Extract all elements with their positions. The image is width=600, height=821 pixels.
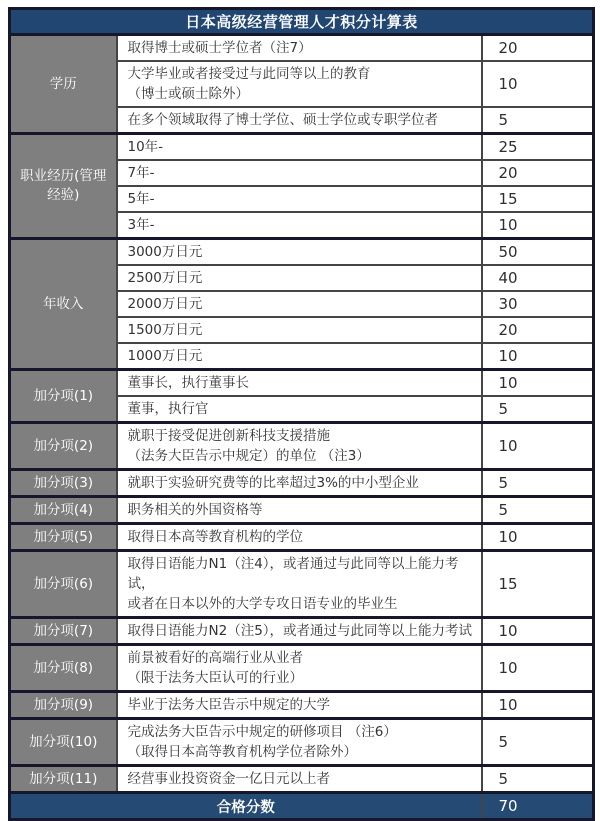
table-row xyxy=(10,645,594,692)
table-row xyxy=(10,551,594,618)
points-cell: 50 xyxy=(482,239,594,266)
table-row xyxy=(10,370,594,397)
criteria-cell xyxy=(117,497,482,524)
criteria-line: 5年- xyxy=(127,191,155,207)
category-cell: 学历 xyxy=(10,35,117,134)
points-cell: 20 xyxy=(482,160,594,186)
criteria-cell xyxy=(117,396,482,423)
points-cell: 10 xyxy=(482,618,594,645)
points-cell: 5 xyxy=(482,497,594,524)
criteria-cell xyxy=(117,343,482,370)
criteria-line: 就职于实验研究费等的比率超过3%的中小型企业 xyxy=(127,475,419,491)
criteria-line: 董事，执行官 xyxy=(127,401,209,417)
criteria-cell xyxy=(117,186,482,212)
criteria-cell xyxy=(117,370,482,397)
table-row xyxy=(10,134,594,161)
criteria-line: （博士或硕士除外） xyxy=(127,86,249,102)
category-cell: 加分项(7) xyxy=(10,618,117,645)
category-cell: 加分项(6) xyxy=(10,551,117,618)
points-cell: 10 xyxy=(482,343,594,370)
table-row xyxy=(10,719,594,766)
points-cell: 10 xyxy=(482,645,594,692)
criteria-cell xyxy=(117,35,482,62)
points-cell: 5 xyxy=(482,719,594,766)
criteria-line: 经营事业投资资金一亿日元以上者 xyxy=(127,771,330,787)
table-row xyxy=(10,470,594,497)
category-cell: 加分项(3) xyxy=(10,470,117,497)
points-cell: 15 xyxy=(482,551,594,618)
criteria-cell xyxy=(117,470,482,497)
table-row xyxy=(10,618,594,645)
criteria-cell xyxy=(117,645,482,692)
category-cell: 职业经历(管理经验) xyxy=(10,134,117,239)
points-cell: 5 xyxy=(482,107,594,134)
criteria-line: （限于法务大臣认可的行业） xyxy=(127,670,303,686)
points-cell: 20 xyxy=(482,317,594,343)
criteria-cell xyxy=(117,134,482,161)
points-cell: 10 xyxy=(482,61,594,107)
passing-score-row xyxy=(10,793,594,820)
criteria-cell xyxy=(117,107,482,134)
criteria-cell xyxy=(117,291,482,317)
criteria-line: 7年- xyxy=(127,165,155,181)
criteria-cell xyxy=(117,692,482,719)
criteria-line: 取得博士或硕士学位者（注7） xyxy=(127,40,312,56)
criteria-line: 完成法务大臣告示中规定的研修项目 （注6） xyxy=(127,724,397,740)
points-cell: 5 xyxy=(482,766,594,793)
table-row xyxy=(10,766,594,793)
category-cell: 加分项(8) xyxy=(10,645,117,692)
rows-body xyxy=(10,35,594,793)
criteria-line: 职务相关的外国资格等 xyxy=(127,502,263,518)
points-cell: 15 xyxy=(482,186,594,212)
criteria-cell xyxy=(117,524,482,551)
points-cell: 25 xyxy=(482,134,594,161)
points-cell: 5 xyxy=(482,470,594,497)
category-cell: 加分项(2) xyxy=(10,423,117,470)
criteria-line: 取得日语能力N2（注5），或者通过与此同等以上能力考试 xyxy=(127,623,473,639)
criteria-line: 1000万日元 xyxy=(127,348,203,364)
points-table xyxy=(8,7,595,821)
points-cell: 40 xyxy=(482,265,594,291)
criteria-line: 就职于接受促进创新科技支援措施 xyxy=(127,428,330,444)
criteria-line: 3年- xyxy=(127,217,155,233)
table-row xyxy=(10,35,594,62)
table-title: 日本高级经营管理人才积分计算表 xyxy=(10,9,594,35)
points-cell: 20 xyxy=(482,35,594,62)
criteria-cell xyxy=(117,160,482,186)
table-row xyxy=(10,497,594,524)
criteria-line: 前景被看好的高端行业从业者 xyxy=(127,650,303,666)
criteria-cell xyxy=(117,766,482,793)
criteria-line: 董事长，执行董事长 xyxy=(127,375,249,391)
criteria-cell xyxy=(117,618,482,645)
passing-score-value: 70 xyxy=(482,793,594,820)
criteria-cell xyxy=(117,719,482,766)
category-cell: 加分项(5) xyxy=(10,524,117,551)
criteria-line: 取得日本高等教育机构的学位 xyxy=(127,529,303,545)
criteria-line: （法务大臣告示中规定）的单位 （注3） xyxy=(127,448,370,464)
category-cell: 加分项(1) xyxy=(10,370,117,423)
criteria-line: （取得日本高等教育机构学位者除外） xyxy=(127,744,357,760)
category-cell: 加分项(10) xyxy=(10,719,117,766)
criteria-line: 或者在日本以外的大学专攻日语专业的毕业生 xyxy=(127,596,398,612)
criteria-cell xyxy=(117,551,482,618)
title-row xyxy=(10,9,594,35)
points-cell: 30 xyxy=(482,291,594,317)
points-cell: 10 xyxy=(482,692,594,719)
table-row xyxy=(10,524,594,551)
passing-score-label: 合格分数 xyxy=(10,793,482,820)
table-row xyxy=(10,239,594,266)
criteria-line: 毕业于法务大臣告示中规定的大学 xyxy=(127,697,330,713)
criteria-line: 2500万日元 xyxy=(127,270,203,286)
criteria-line: 3000万日元 xyxy=(127,244,203,260)
points-cell: 5 xyxy=(482,396,594,423)
category-cell: 加分项(9) xyxy=(10,692,117,719)
criteria-cell xyxy=(117,317,482,343)
category-cell: 加分项(11) xyxy=(10,766,117,793)
criteria-cell xyxy=(117,61,482,107)
criteria-cell xyxy=(117,423,482,470)
table-row xyxy=(10,423,594,470)
category-cell: 加分项(4) xyxy=(10,497,117,524)
criteria-cell xyxy=(117,212,482,239)
points-cell: 10 xyxy=(482,423,594,470)
criteria-line: 10年- xyxy=(127,139,164,155)
criteria-cell xyxy=(117,239,482,266)
points-cell: 10 xyxy=(482,212,594,239)
points-cell: 10 xyxy=(482,370,594,397)
points-cell: 10 xyxy=(482,524,594,551)
table-row xyxy=(10,692,594,719)
criteria-line: 大学毕业或者接受过与此同等以上的教育 xyxy=(127,66,371,82)
category-cell: 年收入 xyxy=(10,239,117,370)
criteria-line: 取得日语能力N1（注4），或者通过与此同等以上能力考试， xyxy=(127,556,459,592)
criteria-line: 在多个领域取得了博士学位、硕士学位或专职学位者 xyxy=(127,112,438,128)
criteria-cell xyxy=(117,265,482,291)
criteria-line: 1500万日元 xyxy=(127,322,203,338)
criteria-line: 2000万日元 xyxy=(127,296,203,312)
